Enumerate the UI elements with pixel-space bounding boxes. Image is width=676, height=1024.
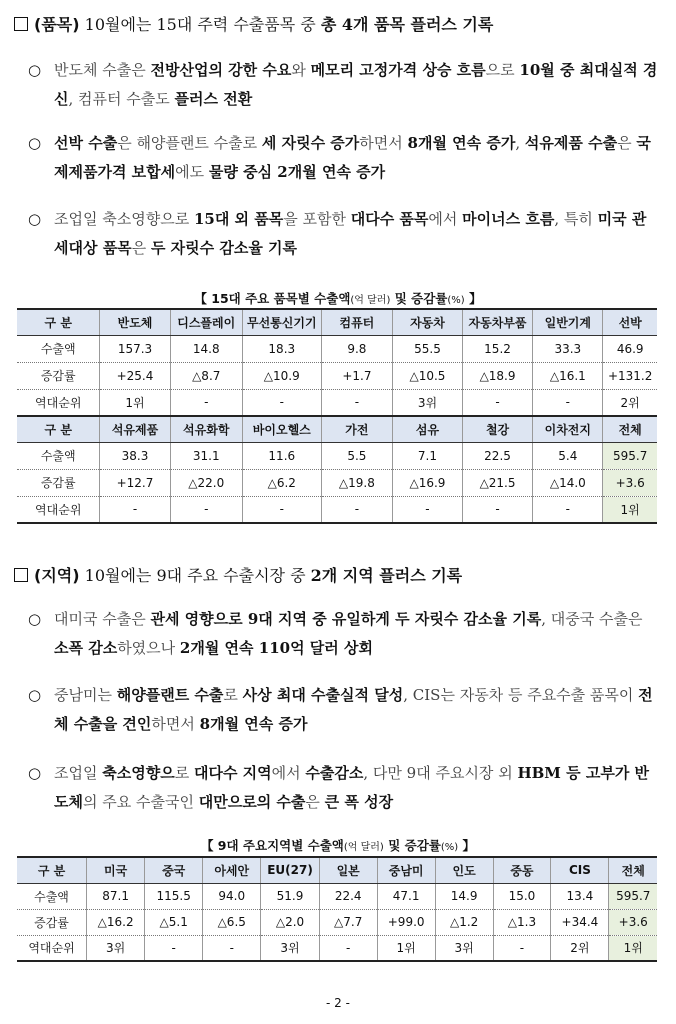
body-text: 대미국 수출은: [54, 610, 151, 628]
column-header-cell: 일본: [319, 857, 377, 883]
checkbox-square-icon: [14, 17, 28, 31]
body-text: 은 해양플랜트 수출로: [117, 134, 262, 152]
column-header-cell: 디스플레이: [170, 309, 242, 335]
circle-bullet-icon: ○: [28, 686, 42, 704]
data-cell: +1.7: [321, 362, 393, 389]
data-cell: 2위: [603, 389, 657, 416]
column-header-cell: 가전: [321, 416, 393, 442]
bullet-text: [54, 605, 658, 663]
table-caption: 【 9대 주요지역별 수출액(억 달러) 및 증감률(%) 】: [200, 838, 476, 853]
circle-bullet-icon: ○: [28, 610, 42, 628]
emphasis-text: 15대 외 품목: [193, 210, 284, 228]
data-cell: -: [203, 935, 261, 961]
data-cell: 13.4: [551, 883, 609, 909]
emphasis-text: 소폭 감소: [54, 639, 118, 657]
column-header-cell: 미국: [87, 857, 145, 883]
bullet-item: [28, 681, 658, 739]
bullet-item: [28, 605, 658, 663]
column-header-cell: 일반기계: [533, 309, 603, 335]
data-cell: -: [170, 496, 242, 523]
body-text: , 대중국 수출은: [541, 610, 643, 628]
emphasis-text: 수출감소: [305, 764, 364, 782]
emphasis-text: 전방산업의 강한 수요: [150, 61, 292, 79]
data-cell: 3위: [393, 389, 463, 416]
data-cell: -: [242, 389, 321, 416]
column-header-cell: 중동: [493, 857, 551, 883]
body-text: 하면서: [359, 134, 408, 152]
data-cell: -: [100, 496, 170, 523]
table-row: [17, 909, 657, 935]
emphasis-text: 큰 폭 성장: [324, 793, 394, 811]
column-header-cell: 인도: [435, 857, 493, 883]
column-header-cell: 컴퓨터: [321, 309, 393, 335]
data-cell: △2.0: [261, 909, 320, 935]
data-cell: 55.5: [393, 335, 463, 362]
data-cell: 33.3: [533, 335, 603, 362]
data-cell: +3.6: [603, 469, 657, 496]
body-text: 하였으나: [117, 639, 180, 657]
data-cell: -: [393, 496, 463, 523]
body-text: 조업일: [54, 764, 103, 782]
data-cell: △22.0: [170, 469, 242, 496]
row-label-cell: 증감률: [17, 469, 100, 496]
row-label-cell: 수출액: [17, 883, 87, 909]
emphasis-text: 8개월 연속 증가: [407, 134, 516, 152]
bullet-text: [54, 56, 658, 114]
bullet-item: [28, 56, 658, 114]
row-label-cell: 증감률: [17, 362, 100, 389]
emphasis-text: 대다수 품목: [350, 210, 429, 228]
data-cell: △10.5: [393, 362, 463, 389]
data-cell: 11.6: [242, 442, 321, 469]
column-header-cell: 반도체: [100, 309, 170, 335]
data-cell: 9.8: [321, 335, 393, 362]
data-cell: -: [321, 496, 393, 523]
data-cell: △19.8: [321, 469, 393, 496]
body-text: 에서: [271, 764, 306, 782]
bullet-text: [54, 681, 658, 739]
section-lead: 10월에는 15대 주력 수출품목 중: [84, 15, 316, 34]
section-highlight: 총 4개 품목 플러스 기록: [320, 15, 494, 34]
checkbox-square-icon: [14, 568, 28, 582]
data-cell: 595.7: [609, 883, 657, 909]
table-header-row: [17, 416, 657, 442]
body-text: 하면서: [151, 715, 200, 733]
bullet-text: [54, 205, 658, 263]
circle-bullet-icon: ○: [28, 764, 42, 782]
data-cell: 38.3: [100, 442, 170, 469]
row-label-cell: 구 분: [17, 309, 100, 335]
emphasis-text: HBM 등 고부가 반도체: [54, 764, 650, 811]
data-cell: 14.9: [435, 883, 493, 909]
bullet-item: [28, 759, 658, 817]
emphasis-text: 석유제품 수출: [524, 134, 618, 152]
emphasis-text: 10월 중 최대실적 경신: [54, 61, 658, 108]
bullet-item: [28, 129, 658, 187]
data-cell: -: [242, 496, 321, 523]
column-header-cell: 철강: [462, 416, 533, 442]
emphasis-text: 관세 영향으로 9대 지역 중 유일하게 두 자릿수 감소율 기록: [150, 610, 542, 628]
data-cell: △21.5: [462, 469, 533, 496]
body-text: 중남미는: [54, 686, 117, 704]
data-cell: 1위: [609, 935, 657, 961]
body-text: , 컴퓨터 수출도: [68, 90, 175, 108]
emphasis-text: 사상 최대 수출실적 달성: [242, 686, 404, 704]
bullet-text: [54, 129, 658, 187]
data-cell: 15.2: [462, 335, 533, 362]
section-lead: 10월에는 9대 주요 수출시장 중: [84, 566, 306, 585]
body-text: 으로: [485, 61, 520, 79]
emphasis-text: 마이너스 흐름: [462, 210, 555, 228]
row-label-cell: 수출액: [17, 335, 100, 362]
emphasis-text: 선박 수출: [54, 134, 118, 152]
data-cell: 1위: [603, 496, 657, 523]
table-header-row: [17, 857, 657, 883]
regions-export-table: [17, 856, 657, 962]
row-label-cell: 수출액: [17, 442, 100, 469]
column-header-cell: 바이오헬스: [242, 416, 321, 442]
table-row: [17, 362, 657, 389]
data-cell: +99.0: [377, 909, 435, 935]
body-text: 은: [131, 239, 151, 257]
column-header-cell: EU(27): [261, 857, 320, 883]
data-cell: -: [533, 389, 603, 416]
data-cell: 595.7: [603, 442, 657, 469]
column-header-cell: 선박: [603, 309, 657, 335]
data-cell: 31.1: [170, 442, 242, 469]
body-text: 은: [305, 793, 325, 811]
emphasis-text: 미국 관세대상 품목: [54, 210, 647, 257]
section-title-regions: [14, 563, 462, 586]
circle-bullet-icon: ○: [28, 61, 42, 79]
data-cell: 22.4: [319, 883, 377, 909]
row-label-cell: 구 분: [17, 857, 87, 883]
data-cell: +12.7: [100, 469, 170, 496]
emphasis-text: 해양플랜트 수출: [116, 686, 224, 704]
data-cell: 14.8: [170, 335, 242, 362]
data-cell: 47.1: [377, 883, 435, 909]
body-text: , 특히: [554, 210, 598, 228]
data-cell: △14.0: [533, 469, 603, 496]
table-row: [17, 496, 657, 523]
data-cell: 94.0: [203, 883, 261, 909]
section-prefix: (지역): [34, 566, 80, 585]
section-prefix: (품목): [34, 15, 80, 34]
bullet-text: [54, 759, 658, 817]
data-cell: 5.5: [321, 442, 393, 469]
data-cell: 3위: [261, 935, 320, 961]
data-cell: -: [170, 389, 242, 416]
body-text: 조업일 축소영향으로: [54, 210, 194, 228]
circle-bullet-icon: ○: [28, 210, 42, 228]
emphasis-text: 8개월 연속 증가: [199, 715, 308, 733]
data-cell: 115.5: [145, 883, 203, 909]
emphasis-text: 축소영향으: [102, 764, 175, 782]
data-cell: △7.7: [319, 909, 377, 935]
data-cell: 15.0: [493, 883, 551, 909]
data-cell: △8.7: [170, 362, 242, 389]
column-header-cell: 이차전지: [533, 416, 603, 442]
data-cell: △18.9: [462, 362, 533, 389]
body-text: 은: [617, 134, 637, 152]
emphasis-text: 국제제품가격 보합세: [54, 134, 651, 181]
body-text: 을 포함한: [283, 210, 351, 228]
data-cell: 7.1: [393, 442, 463, 469]
column-header-cell: 전체: [603, 416, 657, 442]
emphasis-text: 2개월 연속 110억 달러 상회: [179, 639, 373, 657]
data-cell: 1위: [377, 935, 435, 961]
row-label-cell: 역대순위: [17, 496, 100, 523]
data-cell: -: [533, 496, 603, 523]
data-cell: △1.3: [493, 909, 551, 935]
data-cell: 157.3: [100, 335, 170, 362]
table-row: [17, 442, 657, 469]
data-cell: △6.5: [203, 909, 261, 935]
body-text: ,: [515, 134, 525, 152]
body-text: 로: [223, 686, 243, 704]
emphasis-text: 세 자릿수 증가: [261, 134, 360, 152]
data-cell: +34.4: [551, 909, 609, 935]
data-cell: +131.2: [603, 362, 657, 389]
column-header-cell: 무선통신기기: [242, 309, 321, 335]
data-cell: 1위: [100, 389, 170, 416]
emphasis-text: 대만으로의 수출: [198, 793, 306, 811]
column-header-cell: 석유제품: [100, 416, 170, 442]
emphasis-text: 대다수 지역: [193, 764, 272, 782]
items-export-table: [17, 308, 657, 524]
table-header-row: [17, 309, 657, 335]
data-cell: -: [493, 935, 551, 961]
table-row: [17, 335, 657, 362]
column-header-cell: 아세안: [203, 857, 261, 883]
data-cell: 46.9: [603, 335, 657, 362]
emphasis-text: 플러스 전환: [174, 90, 253, 108]
data-cell: 87.1: [87, 883, 145, 909]
column-header-cell: 섬유: [393, 416, 463, 442]
column-header-cell: 자동차: [393, 309, 463, 335]
column-header-cell: 중국: [145, 857, 203, 883]
table-row: [17, 883, 657, 909]
data-cell: -: [462, 496, 533, 523]
emphasis-text: 두 자릿수 감소율 기록: [150, 239, 298, 257]
data-cell: △1.2: [435, 909, 493, 935]
row-label-cell: 구 분: [17, 416, 100, 442]
column-header-cell: 중남미: [377, 857, 435, 883]
body-text: 에도: [175, 163, 209, 181]
data-cell: 51.9: [261, 883, 320, 909]
column-header-cell: CIS: [551, 857, 609, 883]
data-cell: -: [319, 935, 377, 961]
data-cell: -: [145, 935, 203, 961]
data-cell: +3.6: [609, 909, 657, 935]
data-cell: △16.1: [533, 362, 603, 389]
table-row: [17, 469, 657, 496]
row-label-cell: 역대순위: [17, 389, 100, 416]
emphasis-text: 전체 수출을 견인: [54, 686, 653, 733]
section-title-items: [14, 12, 493, 35]
page-number: - 2 -: [326, 996, 350, 1010]
data-cell: △10.9: [242, 362, 321, 389]
data-cell: -: [321, 389, 393, 416]
body-text: 반도체 수출은: [54, 61, 151, 79]
table-row: [17, 935, 657, 961]
data-cell: 3위: [87, 935, 145, 961]
body-text: , CIS는 자동차 등 주요수출 품목이: [403, 686, 639, 704]
body-text: , 다만 9대 주요시장 외: [363, 764, 518, 782]
body-text: 의 주요 수출국인: [82, 793, 199, 811]
table-caption: 【 15대 주요 품목별 수출액(억 달러) 및 증감률(%) 】: [194, 291, 482, 306]
data-cell: 2위: [551, 935, 609, 961]
emphasis-text: 물량 중심 2개월 연속 증가: [208, 163, 386, 181]
data-cell: 22.5: [462, 442, 533, 469]
section-highlight: 2개 지역 플러스 기록: [310, 566, 463, 585]
data-cell: △5.1: [145, 909, 203, 935]
body-text: 와: [291, 61, 311, 79]
circle-bullet-icon: ○: [28, 134, 42, 152]
body-text: 에서: [428, 210, 463, 228]
data-cell: +25.4: [100, 362, 170, 389]
column-header-cell: 자동차부품: [462, 309, 533, 335]
data-cell: △6.2: [242, 469, 321, 496]
bullet-item: [28, 205, 658, 263]
data-cell: 18.3: [242, 335, 321, 362]
data-cell: △16.9: [393, 469, 463, 496]
data-cell: 3위: [435, 935, 493, 961]
table-row: [17, 389, 657, 416]
body-text: 로: [174, 764, 194, 782]
data-cell: 5.4: [533, 442, 603, 469]
column-header-cell: 전체: [609, 857, 657, 883]
data-cell: △16.2: [87, 909, 145, 935]
emphasis-text: 메모리 고정가격 상승 흐름: [310, 61, 486, 79]
row-label-cell: 증감률: [17, 909, 87, 935]
data-cell: -: [462, 389, 533, 416]
column-header-cell: 석유화학: [170, 416, 242, 442]
row-label-cell: 역대순위: [17, 935, 87, 961]
